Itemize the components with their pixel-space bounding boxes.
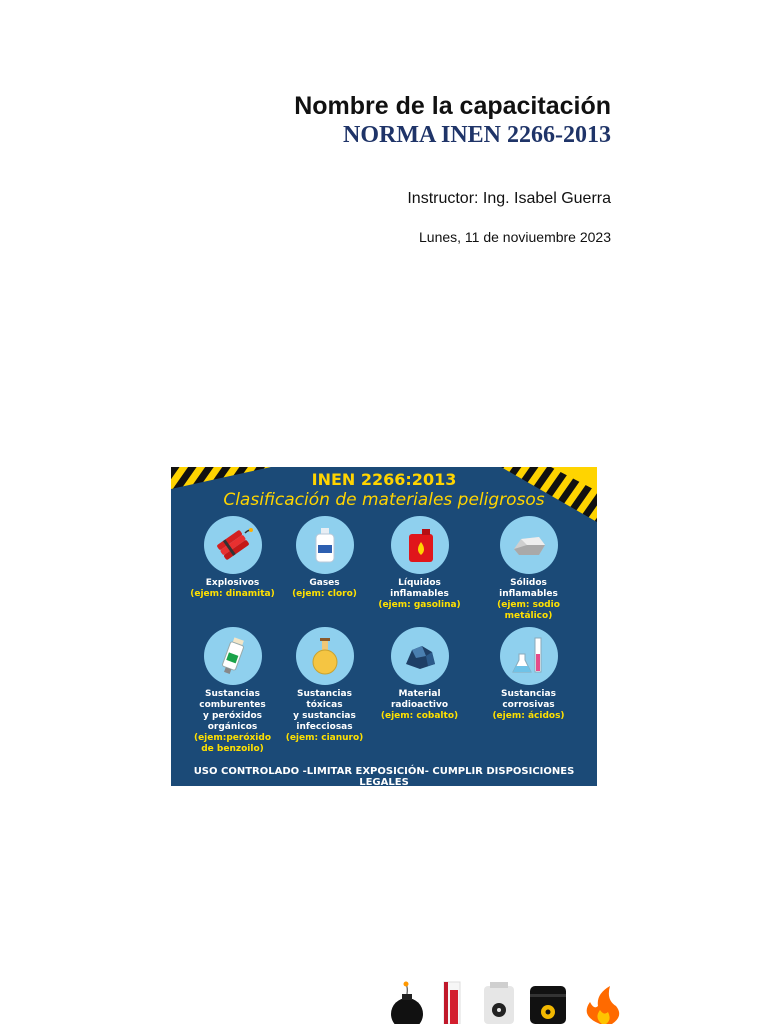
hazard-explosives <box>180 516 285 600</box>
hazard-containers-illustration <box>380 980 632 1024</box>
hazard-name: Sustancias comburentes y peróxidos orgánicos <box>199 689 266 732</box>
hazard-flammable-solids <box>476 516 581 622</box>
tube-icon <box>204 627 262 685</box>
hazard-flammable-liquids <box>367 516 472 611</box>
hazard-name: Líquidos inflamables <box>390 578 449 599</box>
flask-icon <box>296 627 354 685</box>
hazard-name: Sustancias tóxicas y sustancias infecciosas <box>293 689 356 732</box>
hazard-corrosive <box>476 627 581 722</box>
flame-icon <box>587 986 620 1024</box>
hazard-classification-poster <box>171 467 597 786</box>
hazard-example: (ejem: sodio metálico) <box>497 600 560 621</box>
test-tube-icon <box>444 982 460 1024</box>
hazard-toxic <box>272 627 377 744</box>
hazard-name: Material radioactivo <box>390 689 449 710</box>
mineral-icon <box>391 627 449 685</box>
radioactive-container-icon <box>484 982 514 1024</box>
norm-title: NORMA INEN 2266-2013 <box>343 122 611 148</box>
hazard-name: Sustancias corrosivas <box>501 689 556 710</box>
hazard-name: Gases <box>309 578 340 588</box>
poster-footer: USO CONTROLADO -LIMITAR EXPOSICIÓN- CUMPLIR DISPOSICIONES LEGALES <box>193 766 575 786</box>
hazard-example: (ejem: dinamita) <box>190 589 275 599</box>
training-name-title: Nombre de la capacitación <box>294 92 611 120</box>
instructor-line: Instructor: Ing. Isabel Guerra <box>407 190 611 207</box>
gas-bottle-icon <box>296 516 354 574</box>
hazard-example: (ejem: ácidos) <box>492 711 565 721</box>
toxic-barrel-icon <box>530 986 566 1024</box>
hazard-oxidizers <box>180 627 285 755</box>
hazard-radioactive <box>367 627 472 722</box>
solid-rock-icon <box>500 516 558 574</box>
fuel-can-icon <box>391 516 449 574</box>
poster-title: INEN 2266:2013 <box>311 470 457 489</box>
poster-subtitle: Clasificación de materiales peligrosos <box>223 490 545 510</box>
hazard-example: (ejem:peróxido de benzoilo) <box>193 733 272 754</box>
hazard-example: (ejem: cloro) <box>292 589 357 599</box>
lab-glassware-icon <box>500 627 558 685</box>
hazard-name: Sólidos inflamables <box>499 578 558 599</box>
hazard-example: (ejem: cianuro) <box>285 733 364 743</box>
hazard-example: (ejem: cobalto) <box>380 711 459 721</box>
hazard-example: (ejem: gasolina) <box>378 600 461 610</box>
bomb-icon <box>391 982 423 1024</box>
hazard-name: Explosivos <box>205 578 260 588</box>
dynamite-icon <box>204 516 262 574</box>
date-line: Lunes, 11 de noviuembre 2023 <box>419 229 611 245</box>
hazard-gases <box>272 516 377 600</box>
